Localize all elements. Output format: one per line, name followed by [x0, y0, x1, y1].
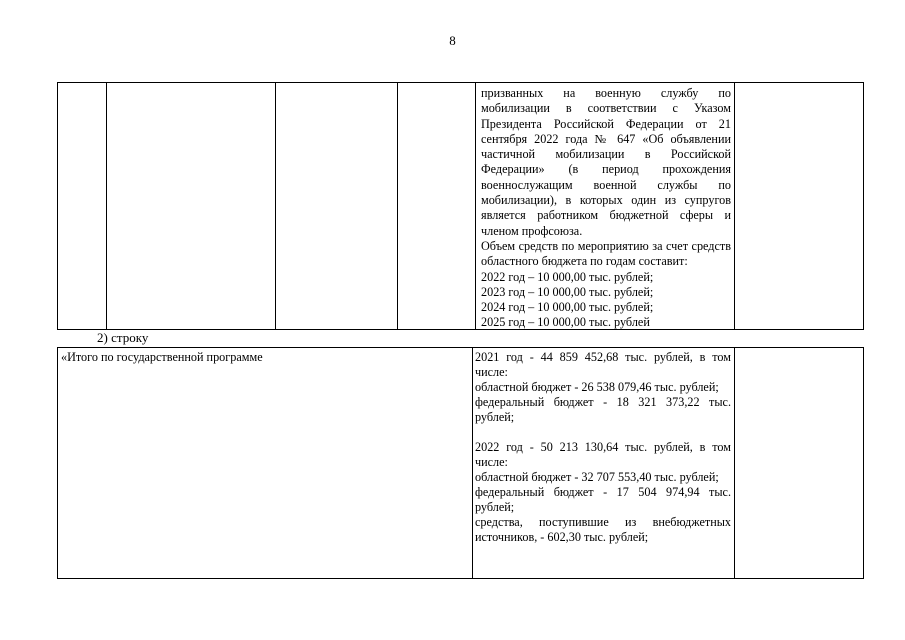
- column-divider: [275, 83, 276, 329]
- total-row-label: «Итого по государственной программе: [61, 350, 263, 364]
- column-divider: [734, 348, 735, 578]
- funding-year-2025: 2025 год – 10 000,00 тыс. рублей: [481, 315, 650, 330]
- total-funding-cell: [475, 350, 731, 545]
- measure-description-cell: [481, 86, 731, 331]
- funding-year-2024: 2024 год – 10 000,00 тыс. рублей;: [481, 300, 654, 315]
- column-divider: [106, 83, 107, 329]
- measure-description: призванных на военную службу по мобилизации в соответствии с Указом Президента Российской Федерации от 21 сентября 2022 года № 647 «Об объявлении частичной мобилизации в Российской Федерации» (в период прохождения военнослужащим военной службы по мобилизации), в которых один из супругов является работником бюджетной сферы и членом профсоюза.: [481, 86, 731, 238]
- table-fragment-bottom: [57, 347, 864, 579]
- column-divider: [734, 83, 735, 329]
- column-divider: [475, 83, 476, 329]
- total-2022: 2022 год - 50 213 130,64 тыс. рублей, в том числе:: [475, 440, 731, 469]
- page-number: 8: [449, 33, 456, 48]
- section-caption: 2) строку: [97, 330, 149, 345]
- funding-year-2022: 2022 год – 10 000,00 тыс. рублей;: [481, 269, 654, 284]
- table-fragment-top: [57, 82, 864, 330]
- column-divider: [472, 348, 473, 578]
- column-divider: [397, 83, 398, 329]
- federal-2022: федеральный бюджет - 17 504 974,94 тыс. рублей;: [475, 485, 731, 514]
- regional-2022: областной бюджет - 32 707 553,40 тыс. рублей;: [475, 470, 719, 484]
- funding-intro: Объем средств по мероприятию за счет средств областного бюджета по годам составит:: [481, 238, 731, 269]
- regional-2021: областной бюджет - 26 538 079,46 тыс. рублей;: [475, 380, 719, 394]
- funding-year-2023: 2023 год – 10 000,00 тыс. рублей;: [481, 284, 654, 299]
- total-2021: 2021 год - 44 859 452,68 тыс. рублей, в том числе:: [475, 350, 731, 379]
- federal-2021: федеральный бюджет - 18 321 373,22 тыс. рублей;: [475, 395, 731, 424]
- extrabudgetary-2022: средства, поступившие из внебюджетных источников, - 602,30 тыс. рублей;: [475, 515, 731, 544]
